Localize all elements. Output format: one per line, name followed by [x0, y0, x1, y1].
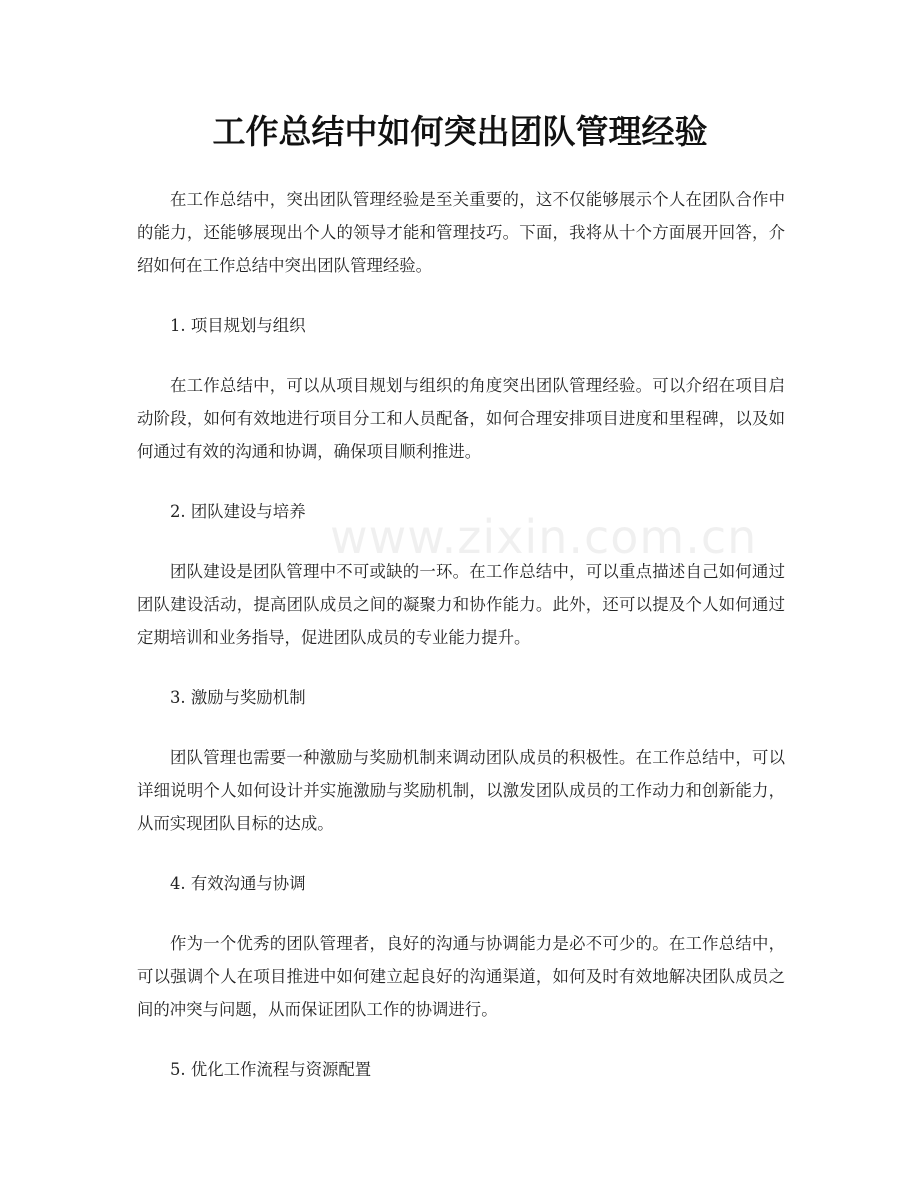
- section-paragraph: 团队建设是团队管理中不可或缺的一环。在工作总结中，可以重点描述自己如何通过团队建设活动，提高团队成员之间的凝聚力和协作能力。此外，还可以提及个人如何通过定期培训和业务指导，促进团队成员的专业能力提升。: [137, 562, 785, 647]
- watermark: www.zixin.com.cn: [330, 510, 758, 564]
- document-body: [137, 183, 785, 1113]
- section-paragraph: 在工作总结中，可以从项目规划与组织的角度突出团队管理经验。可以介绍在项目启动阶段，如何有效地进行项目分工和人员配备，如何合理安排项目进度和里程碑，以及如何通过有效的沟通和协调，确保项目顺利推进。: [137, 376, 785, 461]
- page-title: 工作总结中如何突出团队管理经验: [212, 112, 708, 151]
- section-paragraph: 作为一个优秀的团队管理者，良好的沟通与协调能力是必不可少的。在工作总结中，可以强调个人在项目推进中如何建立起良好的沟通渠道，如何及时有效地解决团队成员之间的冲突与问题，从而保证团队工作的协调进行。: [137, 934, 785, 1019]
- section-heading: 1. 项目规划与组织: [170, 316, 306, 335]
- section-heading: 5. 优化工作流程与资源配置: [170, 1060, 372, 1079]
- intro-paragraph: 在工作总结中，突出团队管理经验是至关重要的，这不仅能够展示个人在团队合作中的能力，还能够展现出个人的领导才能和管理技巧。下面，我将从十个方面展开回答，介绍如何在工作总结中突出团队管理经验。: [137, 190, 785, 275]
- section-heading: 3. 激励与奖励机制: [170, 688, 306, 707]
- section-heading: 2. 团队建设与培养: [170, 502, 306, 521]
- section-heading: 4. 有效沟通与协调: [170, 874, 306, 893]
- section-paragraph: 团队管理也需要一种激励与奖励机制来调动团队成员的积极性。在工作总结中，可以详细说明个人如何设计并实施激励与奖励机制，以激发团队成员的工作动力和创新能力，从而实现团队目标的达成。: [137, 748, 785, 833]
